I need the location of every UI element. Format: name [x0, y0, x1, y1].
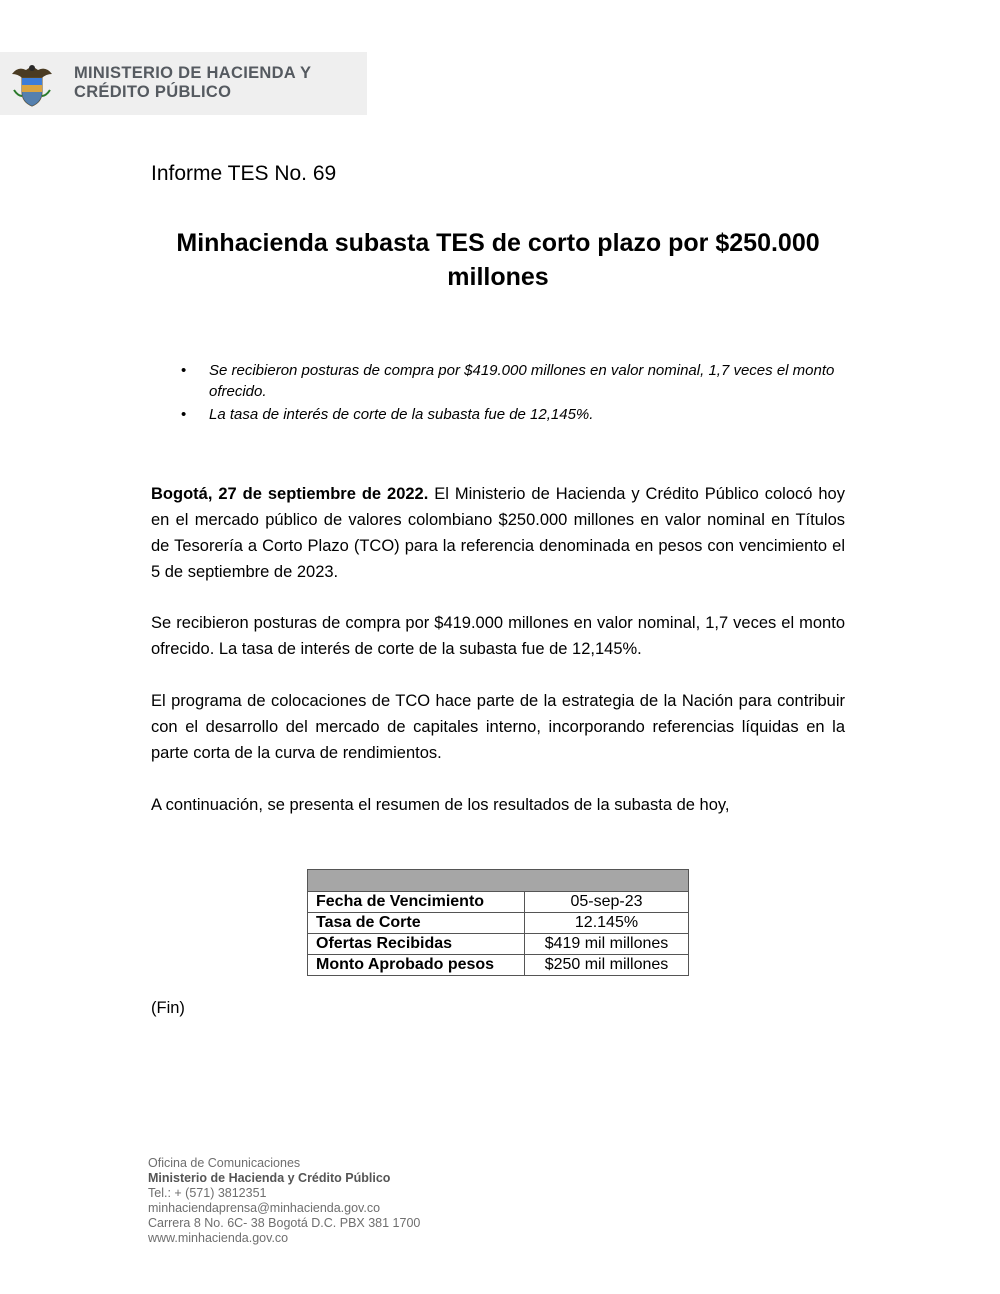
row-value: 05-sep-23	[525, 892, 689, 913]
row-label: Monto Aprobado pesos	[308, 955, 525, 976]
table-row	[308, 934, 689, 955]
row-value: $250 mil millones	[525, 955, 689, 976]
footer-office: Oficina de Comunicaciones	[148, 1156, 301, 1170]
headline: Minhacienda subasta TES de corto plazo por $250.000 millones	[176, 229, 820, 291]
row-label: Ofertas Recibidas	[308, 934, 525, 955]
body-paragraph-3: El programa de colocaciones de TCO hace parte de la estrategia de la Nación para contribuir con el desarrollo del mercado de capitales interno, incorporando referencias líquidas en la parte corta de la curva de rendimientos.	[151, 692, 845, 762]
ministry-name-line2: CRÉDITO PÚBLICO	[74, 83, 232, 101]
row-label: Tasa de Corte	[308, 913, 525, 934]
highlight-item	[150, 404, 846, 425]
footer-address: Carrera 8 No. 6C- 38 Bogotá D.C. PBX 381 1700	[148, 1216, 421, 1230]
footer-ministry: Ministerio de Hacienda y Crédito Público	[148, 1171, 391, 1185]
highlights-list	[150, 360, 846, 427]
end-marker: (Fin)	[151, 999, 185, 1017]
table-header-row	[308, 870, 689, 892]
row-label: Fecha de Vencimiento	[308, 892, 525, 913]
ministry-name-line1: MINISTERIO DE HACIENDA Y	[74, 64, 312, 82]
colombia-coat-of-arms-icon	[8, 60, 56, 108]
table-row	[308, 913, 689, 934]
footer-email-link[interactable]: minhaciendaprensa@minhacienda.gov.co	[148, 1201, 381, 1215]
highlight-text: Se recibieron posturas de compra por $419.000 millones en valor nominal, 1,7 veces el monto ofrecido.	[209, 362, 835, 400]
footer-phone: Tel.: + (571) 3812351	[148, 1186, 267, 1200]
bullet-icon: •	[181, 362, 187, 379]
row-value: 12.145%	[525, 913, 689, 934]
body-paragraph-4: A continuación, se presenta el resumen de los resultados de la subasta de hoy,	[151, 796, 730, 814]
results-table	[307, 869, 689, 976]
header-band	[0, 52, 367, 115]
body-paragraph-2: Se recibieron posturas de compra por $419.000 millones en valor nominal, 1,7 veces el monto ofrecido. La tasa de interés de corte de la subasta fue de 12,145%.	[151, 614, 845, 658]
report-number: Informe TES No. 69	[151, 162, 337, 185]
paragraph-text: El Ministerio de Hacienda y Crédito Público colocó hoy en el mercado público de valores colombiano $250.000 millones en valor nominal en Títulos de Tesorería a Corto Plazo (TCO) para la referencia denominada en pesos con vencimiento el 5 de septiembre de 2023.	[151, 485, 845, 581]
row-value: $419 mil millones	[525, 934, 689, 955]
ministry-name	[74, 64, 311, 102]
bullet-icon: •	[181, 406, 187, 423]
body-paragraph-1	[151, 481, 845, 585]
highlight-item	[150, 360, 846, 402]
footer-website-link[interactable]: www.minhacienda.gov.co	[148, 1231, 289, 1245]
footer-contact	[148, 1156, 420, 1246]
table-row	[308, 892, 689, 913]
table-row	[308, 955, 689, 976]
highlight-text: La tasa de interés de corte de la subasta fue de 12,145%.	[209, 406, 594, 423]
dateline: Bogotá, 27 de septiembre de 2022.	[151, 485, 429, 503]
